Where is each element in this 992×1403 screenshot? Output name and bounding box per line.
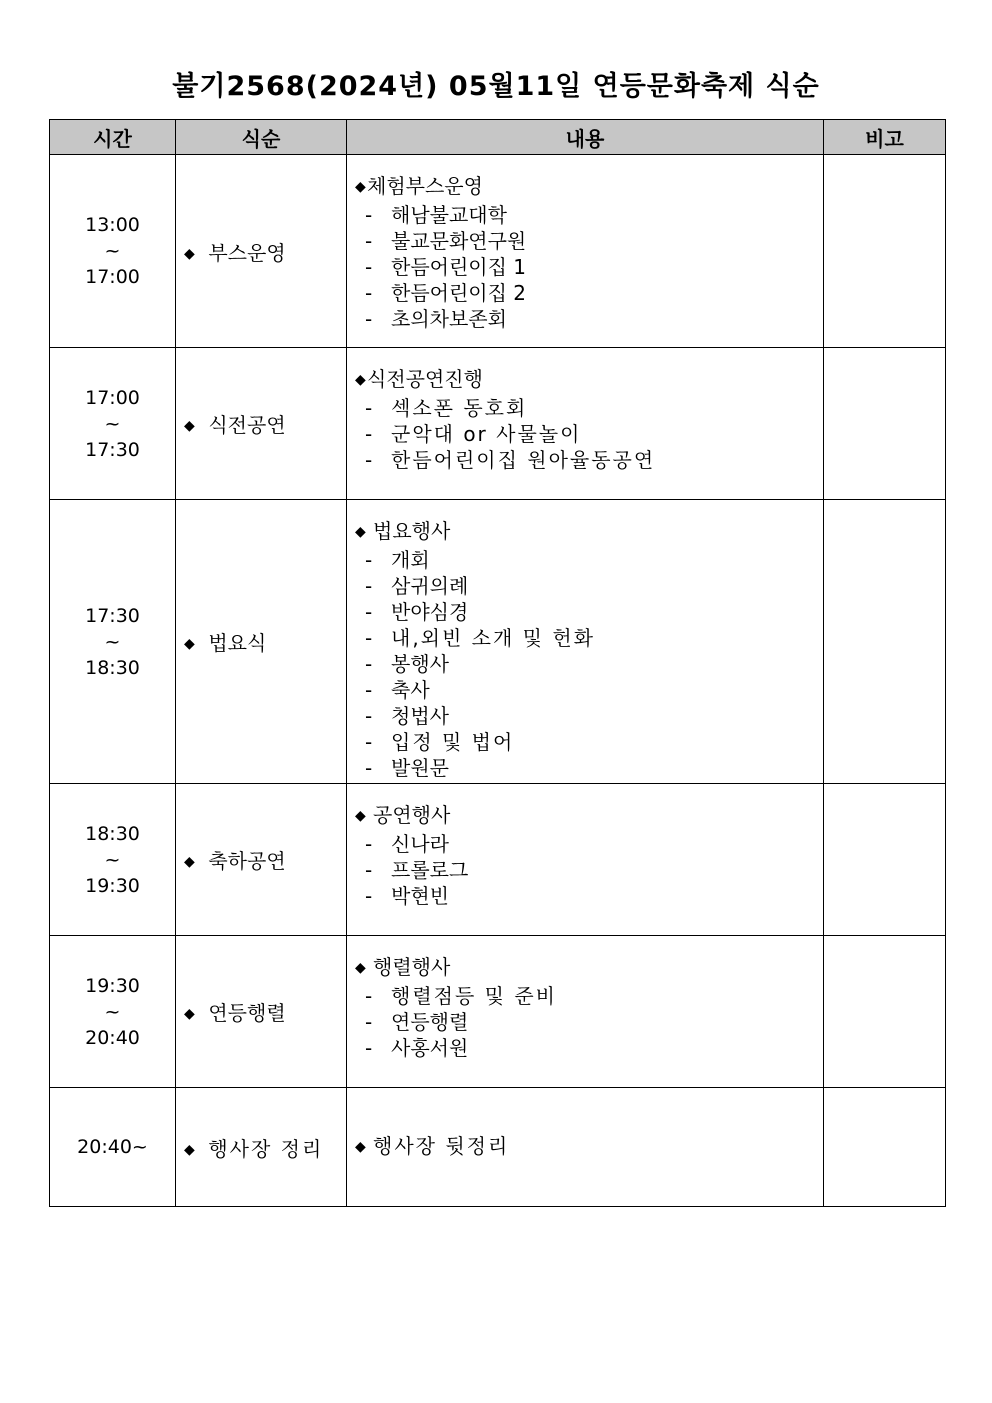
diamond-bullet-icon: ◆ <box>355 524 366 540</box>
program-name: 연등행렬 <box>208 1001 286 1025</box>
diamond-bullet-icon: ◆ <box>184 245 195 262</box>
list-item: - 행렬점등 및 준비 <box>365 984 557 1008</box>
content-heading: ◆ 공연행사 <box>355 803 451 827</box>
table-row <box>50 155 946 348</box>
note-cell <box>824 348 946 500</box>
diamond-bullet-icon: ◆ <box>184 636 195 652</box>
start-time: 18:30 <box>85 822 140 845</box>
header-content: 내용 <box>347 120 824 155</box>
note-cell <box>824 155 946 348</box>
list-item: - 한듬어린이집 원아율동공연 <box>365 448 656 472</box>
diamond-bullet-icon: ◆ <box>355 1138 368 1155</box>
end-time: 19:30 <box>85 874 140 897</box>
content-heading: ◆ 행렬행사 <box>355 955 451 979</box>
end-time: 18:30 <box>85 656 140 679</box>
content-cell <box>347 500 824 784</box>
list-item: - 청법사 <box>365 704 449 728</box>
end-time: 17:00 <box>85 266 140 288</box>
list-item: - 한듬어린이집 2 <box>365 281 527 305</box>
header-order: 식순 <box>176 120 347 155</box>
list-item: - 축사 <box>365 678 430 702</box>
diamond-bullet-icon: ◆ <box>184 1141 195 1158</box>
program-table <box>49 119 946 1207</box>
end-time: 20:40 <box>85 1026 140 1049</box>
list-item: - 입정 및 법어 <box>365 730 515 754</box>
diamond-bullet-icon: ◆ <box>184 1006 195 1022</box>
table-row <box>50 1088 946 1207</box>
list-item: - 봉행사 <box>365 652 449 676</box>
diamond-bullet-icon: ◆ <box>355 808 366 824</box>
list-item: - 개회 <box>365 548 430 572</box>
list-item: - 발원문 <box>365 756 449 780</box>
time-separator: ~ <box>104 1000 121 1023</box>
program-name: 행사장 정리 <box>208 1136 324 1161</box>
time-cell <box>50 936 176 1088</box>
list-item: - 군악대 or 사물놀이 <box>365 422 582 446</box>
program-name: 부스운영 <box>208 240 286 265</box>
program-name-cell <box>176 155 347 348</box>
program-name-cell <box>176 936 347 1088</box>
list-item: - 프롤로그 <box>365 858 469 882</box>
time-cell <box>50 1088 176 1207</box>
list-item: - 한듬어린이집 1 <box>365 255 527 279</box>
time-separator: ~ <box>104 630 121 653</box>
content-heading: ◆체험부스운영 <box>355 174 483 198</box>
program-name-cell <box>176 1088 347 1207</box>
list-item: - 불교문화연구원 <box>365 229 527 253</box>
time-cell <box>50 500 176 784</box>
content-heading: ◆식전공연진행 <box>355 367 483 391</box>
list-item: - 삼귀의례 <box>365 574 469 598</box>
list-item: - 박현빈 <box>365 884 449 908</box>
time-cell <box>50 348 176 500</box>
list-item: - 섹소폰 동호회 <box>365 396 528 420</box>
content-cell <box>347 155 824 348</box>
list-item: - 반야심경 <box>365 600 469 624</box>
start-time: 19:30 <box>85 974 140 997</box>
list-item: - 해남불교대학 <box>365 203 507 227</box>
program-name: 식전공연 <box>208 413 286 437</box>
content-cell <box>347 784 824 936</box>
program-name: 축하공연 <box>208 849 286 873</box>
list-item: - 연등행렬 <box>365 1010 469 1034</box>
diamond-bullet-icon: ◆ <box>184 418 195 434</box>
program-name: 법요식 <box>208 631 267 655</box>
list-item: - 사홍서원 <box>365 1036 469 1060</box>
table-row <box>50 348 946 500</box>
table-row <box>50 500 946 784</box>
header-note: 비고 <box>824 120 946 155</box>
time-separator: ~ <box>104 240 121 262</box>
table-header-row <box>50 120 946 155</box>
time-separator: ~ <box>104 848 121 871</box>
time-separator: ~ <box>104 412 121 435</box>
content-heading: ◆ 법요행사 <box>355 519 451 543</box>
note-cell <box>824 784 946 936</box>
content-heading: ◆ 행사장 뒷정리 <box>355 1133 510 1158</box>
program-name-cell <box>176 784 347 936</box>
diamond-bullet-icon: ◆ <box>355 960 366 976</box>
diamond-bullet-icon: ◆ <box>184 854 195 870</box>
program-name-cell <box>176 500 347 784</box>
list-item: - 초의차보존회 <box>365 307 507 331</box>
start-time: 17:30 <box>85 604 140 627</box>
end-time: 17:30 <box>85 438 140 461</box>
header-time: 시간 <box>50 120 176 155</box>
note-cell <box>824 936 946 1088</box>
time-cell <box>50 784 176 936</box>
content-cell <box>347 1088 824 1207</box>
diamond-bullet-icon: ◆ <box>355 372 366 388</box>
program-name-cell <box>176 348 347 500</box>
note-cell <box>824 500 946 784</box>
start-time: 13:00 <box>85 214 140 236</box>
time-range: 20:40~ <box>77 1136 148 1158</box>
content-cell <box>347 348 824 500</box>
start-time: 17:00 <box>85 386 140 409</box>
diamond-bullet-icon: ◆ <box>355 179 366 195</box>
note-cell <box>824 1088 946 1207</box>
table-row <box>50 936 946 1088</box>
document-title: 불기2568(2024년) 05월11일 연등문화축제 식순 <box>172 71 820 102</box>
list-item: - 신나라 <box>365 832 449 856</box>
content-cell <box>347 936 824 1088</box>
time-cell <box>50 155 176 348</box>
list-item: - 내,외빈 소개 및 헌화 <box>365 626 595 650</box>
table-row <box>50 784 946 936</box>
